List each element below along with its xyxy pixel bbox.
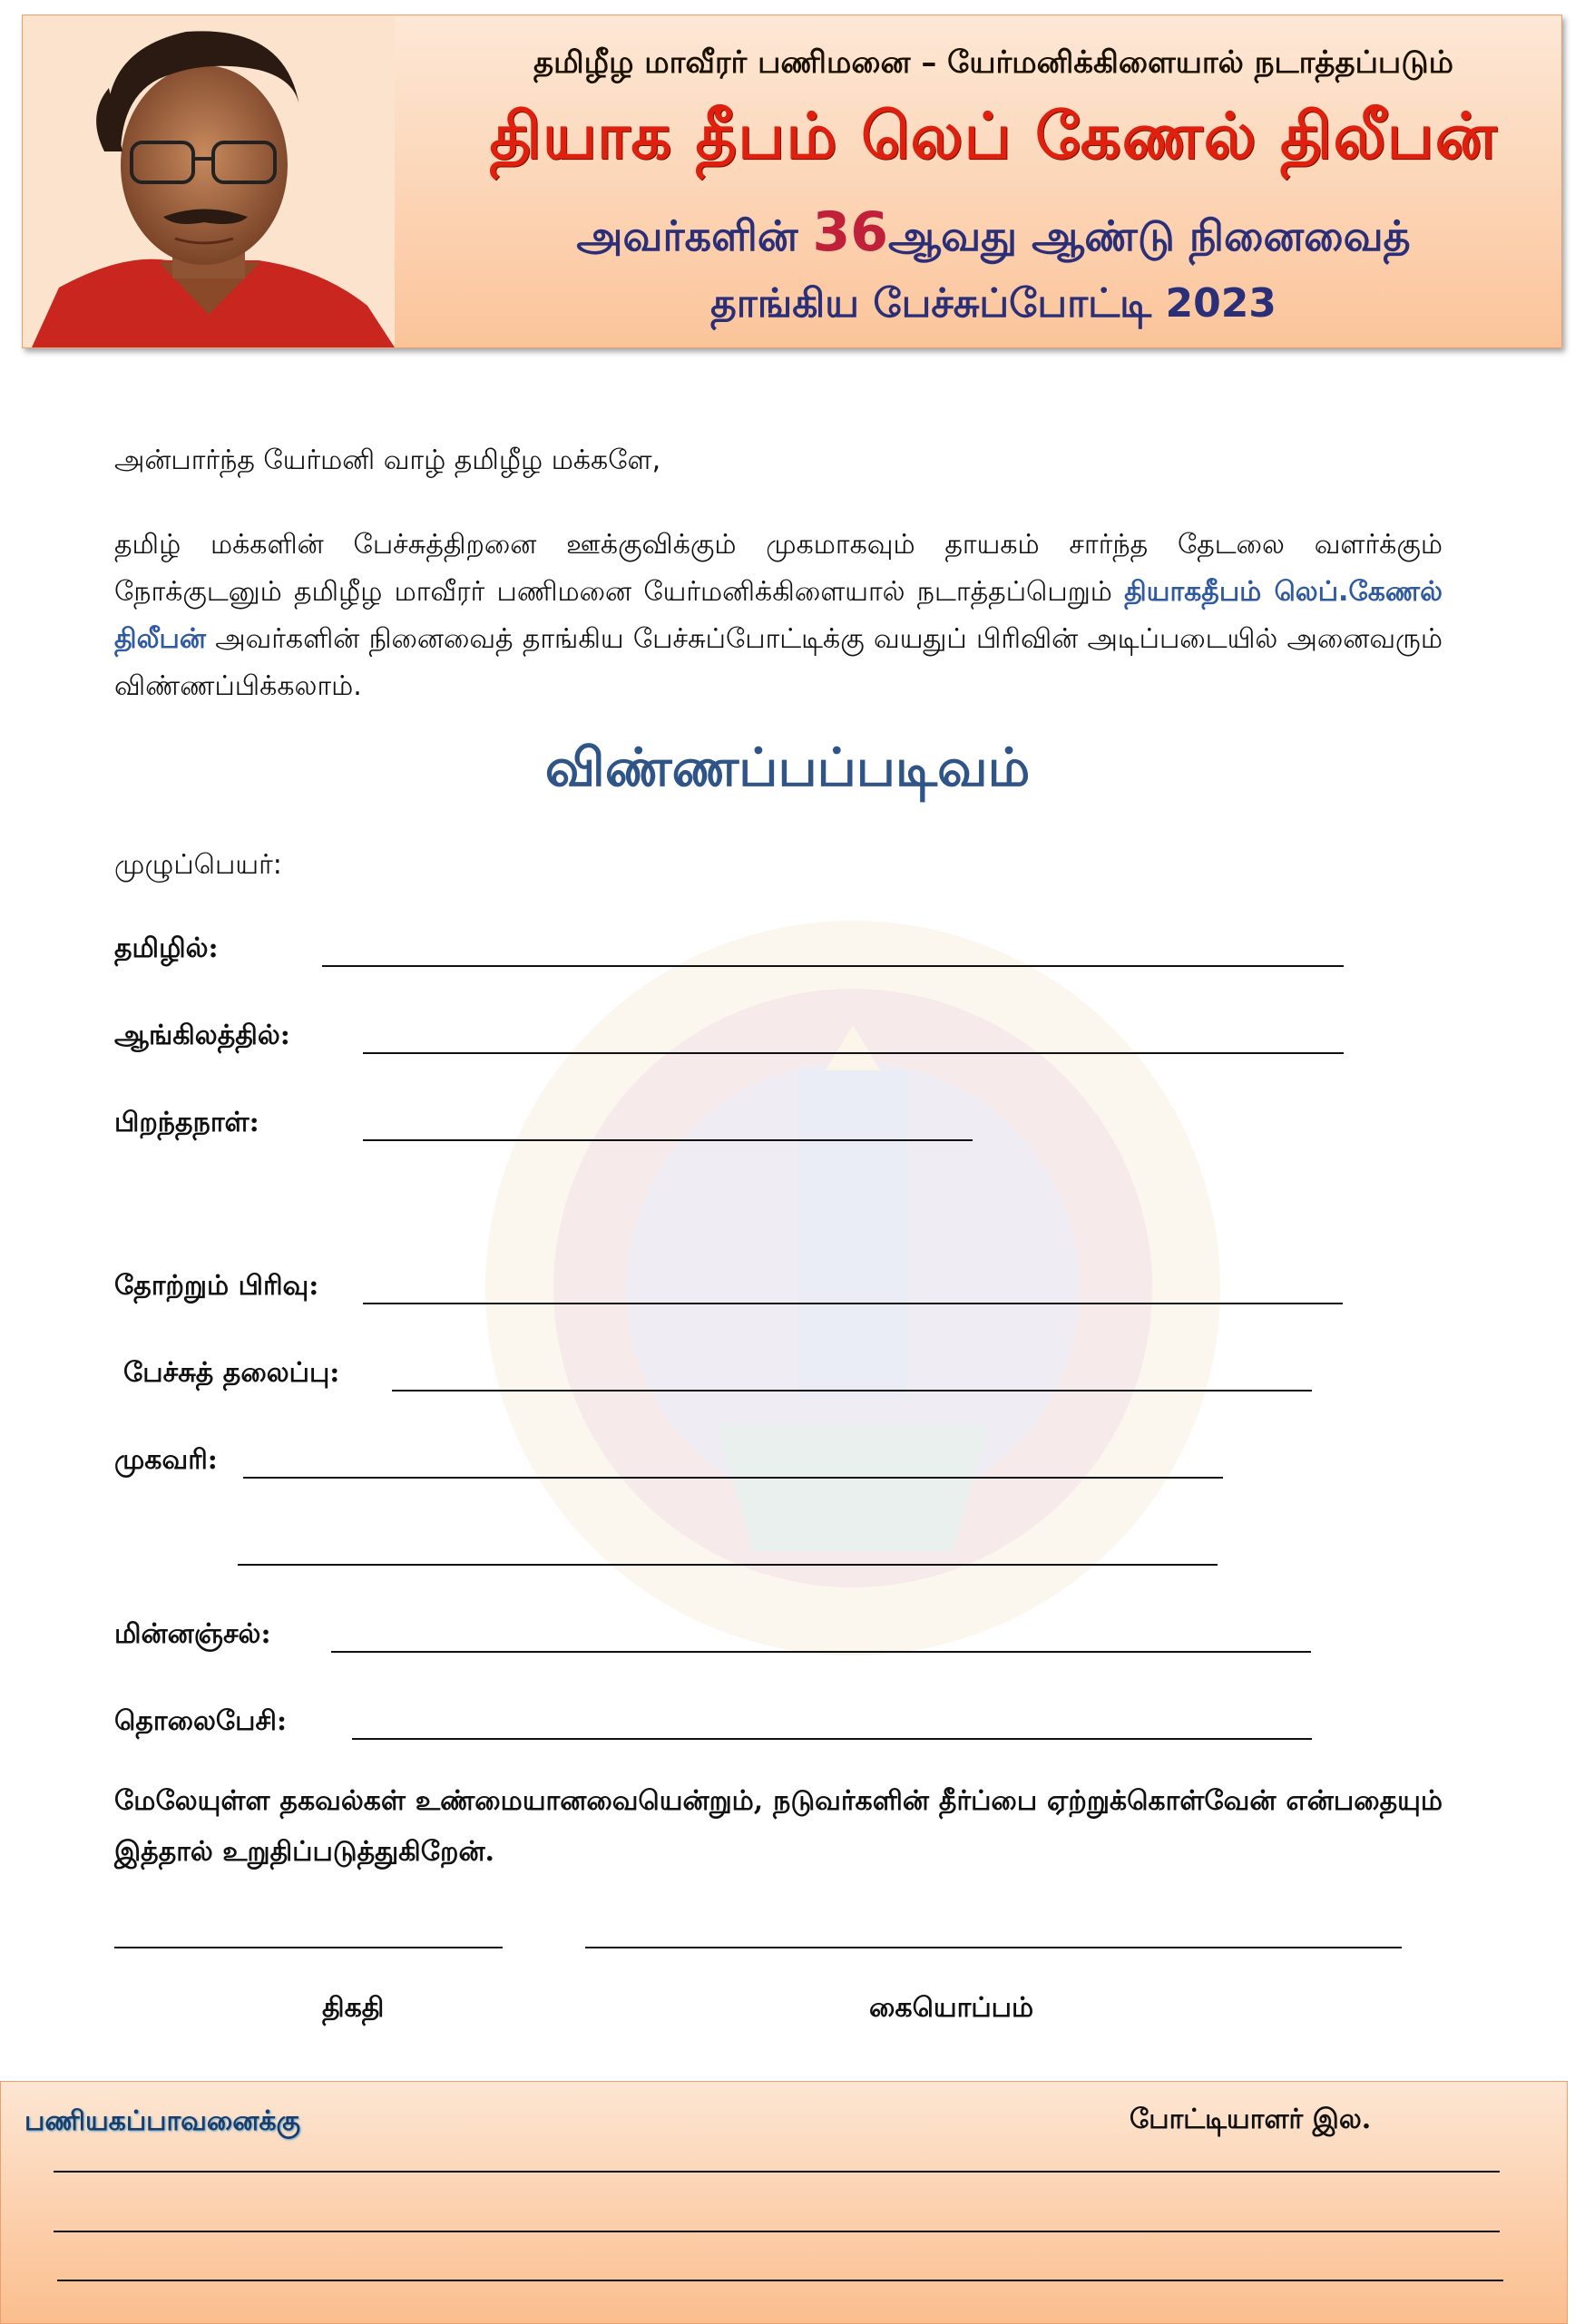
category-field[interactable]: [363, 1303, 1343, 1304]
header-title: தியாக தீபம் லெப் கேணல் திலீபன்: [489, 99, 1498, 173]
full-name-label: முழுப்பெயர்:: [114, 849, 282, 881]
signature-label: கையொப்பம்: [869, 1992, 1034, 2024]
dob-field[interactable]: [363, 1139, 973, 1141]
signature-field[interactable]: [585, 1947, 1402, 1948]
english-name-field[interactable]: [363, 1052, 1344, 1054]
intro-paragraph: [114, 522, 1443, 710]
office-line-1[interactable]: [54, 2171, 1500, 2173]
header-anniversary-number: 36: [812, 200, 888, 264]
email-field[interactable]: [331, 1651, 1311, 1653]
competitor-number-label: போட்டியாளர் இல.: [1130, 2104, 1372, 2135]
date-field[interactable]: [114, 1947, 503, 1948]
dob-label: பிறந்தநாள்:: [114, 1107, 259, 1138]
declaration-text: மேலேயுள்ள தகவல்கள் உண்மையானவையென்றும், நடுவர்களின் தீர்ப்பை ஏற்றுக்கொள்வேன் என்பதையும் இத்தால் உறுதிப்படுத்துகிறேன்.: [114, 1785, 1443, 1868]
office-use-panel: [0, 2081, 1568, 2324]
intro-highlight: தியாகதீபம் லெப்.கேணல் திலீபன்: [114, 576, 1443, 655]
portrait-image: [23, 15, 395, 347]
english-name-label: ஆங்கிலத்தில்:: [114, 1020, 290, 1051]
header-competition-line: தாங்கிய பேச்சுப்போட்டி 2023: [710, 280, 1277, 327]
office-use-label: பணியகப்பாவனைக்கு: [24, 2105, 301, 2137]
header-banner: [22, 15, 1562, 348]
address-field-line1[interactable]: [243, 1477, 1223, 1479]
tamil-name-field[interactable]: [322, 965, 1344, 967]
header-organizer-text: தமிழீழ மாவீரர் பணிமனை – யேர்மனிக்கிளையால் நடாத்தப்படும்: [533, 44, 1453, 81]
watermark-emblem: [445, 916, 1261, 1660]
address-label: முகவரி:: [114, 1444, 218, 1476]
email-label: மின்னஞ்சல்:: [114, 1618, 271, 1650]
phone-label: தொலைபேசி:: [114, 1705, 288, 1737]
office-line-2[interactable]: [54, 2231, 1500, 2232]
phone-field[interactable]: [352, 1738, 1312, 1740]
intro-text-2: அவர்களின் நினைவைத் தாங்கிய பேச்சுப்போட்டிக்கு வயதுப் பிரிவின் அடிப்படையில் அனைவரும் விண்ணப்பிக்கலாம்.: [114, 623, 1443, 702]
date-label: திகதி: [322, 1992, 385, 2024]
address-field-line2[interactable]: [238, 1564, 1218, 1566]
header-subtitle-pre: அவர்களின்: [576, 211, 813, 260]
header-subtitle-line: [449, 200, 1538, 267]
office-line-3[interactable]: [57, 2280, 1503, 2281]
form-title: விண்ணப்பப்படிவம்: [544, 737, 1031, 798]
topic-field[interactable]: [392, 1390, 1312, 1391]
tamil-name-label: தமிழில்:: [114, 933, 219, 964]
header-subtitle-post: ஆவது ஆண்டு நினைவைத்: [887, 211, 1411, 260]
intro-text-1: தமிழ் மக்களின் பேச்சுத்திறனை ஊக்குவிக்கும் முகமாகவும் தாயகம் சார்ந்த தேடலை வளர்க்கும் நோக்குடனும் தமிழீழ மாவீரர் பணிமனை யேர்மனிக்கிளையால் நடாத்தப்பெறும்: [114, 529, 1443, 608]
topic-label: பேச்சுத் தலைப்பு:: [123, 1357, 340, 1389]
greeting-text: அன்பார்ந்த யேர்மனி வாழ் தமிழீழ மக்களே,: [114, 444, 661, 476]
category-label: தோற்றும் பிரிவு:: [114, 1270, 319, 1302]
